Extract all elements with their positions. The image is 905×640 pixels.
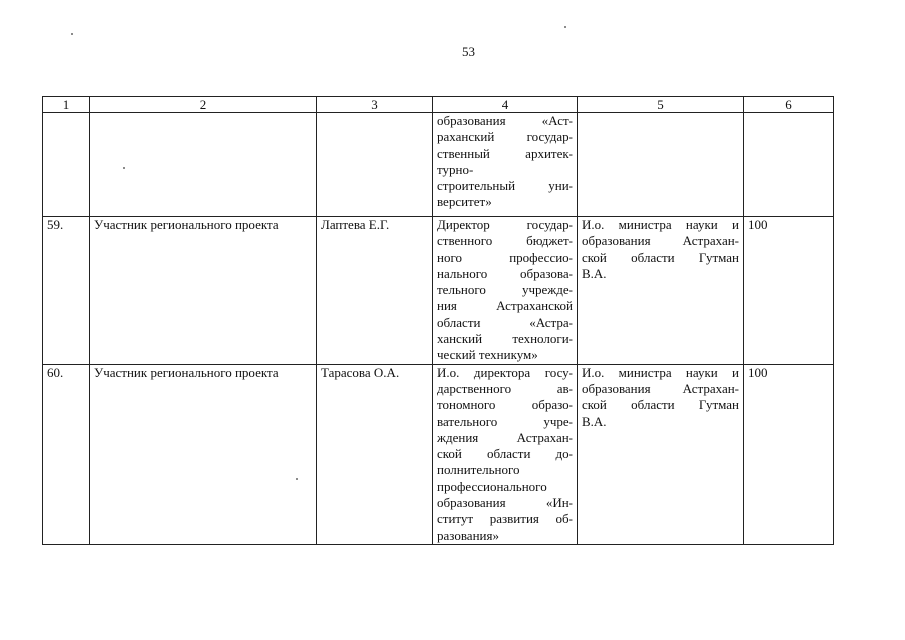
table-row: [43, 364, 834, 544]
name-cell: Тарасова О.А.: [317, 364, 433, 544]
role-cell: Участник регионального проекта: [90, 364, 317, 544]
position-line: профессионального: [437, 478, 547, 494]
document-table: [42, 96, 834, 545]
position-line: ской области до-: [437, 446, 573, 462]
position-line: Директор государ-: [437, 217, 573, 232]
position-line: полнительного: [437, 462, 520, 478]
column-header: 4: [433, 97, 578, 113]
position-line: ждения Астрахан-: [437, 429, 573, 445]
table-row-continuation: [43, 113, 834, 217]
column-header: 3: [317, 97, 433, 113]
empty-cell: [578, 113, 744, 217]
position-line: ного профессио-: [437, 249, 573, 265]
position-line: разования»: [437, 527, 499, 543]
scan-speck: [564, 26, 566, 28]
position-line: ститут развития об-: [437, 511, 573, 527]
row-number: 59.: [43, 217, 90, 365]
column-header: 6: [744, 97, 834, 113]
empty-cell: [317, 113, 433, 217]
supervisor-line: В.А.: [582, 413, 607, 429]
role-cell: Участник регионального проекта: [90, 217, 317, 365]
position-line: И.о. директора госу-: [437, 364, 573, 380]
position-line: нального образова-: [437, 265, 573, 281]
supervisor-line: образования Астрахан-: [582, 233, 739, 249]
supervisor-line: образования Астрахан-: [582, 380, 739, 396]
position-line: ческий техникум»: [437, 347, 538, 363]
position-line: образования «Аст-: [437, 113, 573, 128]
supervisor-cell: [578, 217, 744, 365]
supervisor-line: И.о. министра науки и: [582, 217, 739, 232]
table-header-row: [43, 97, 834, 113]
position-line: дарственного ав-: [437, 380, 573, 396]
position-line: тономного образо-: [437, 397, 573, 413]
empty-cell: [90, 113, 317, 217]
position-cell: [433, 113, 578, 217]
position-cell: [433, 217, 578, 365]
position-line: образования «Ин-: [437, 495, 573, 511]
position-line: ния Астраханской: [437, 298, 573, 314]
position-line: ханский технологи-: [437, 331, 573, 347]
position-cell: [433, 364, 578, 544]
position-line: верситет»: [437, 194, 492, 210]
scan-speck: [71, 33, 73, 35]
position-line: раханский государ-: [437, 129, 573, 145]
position-line: тельного учрежде-: [437, 282, 573, 298]
supervisor-line: И.о. министра науки и: [582, 364, 739, 380]
scan-speck: [123, 167, 125, 169]
table-row: [43, 217, 834, 365]
column-header: 5: [578, 97, 744, 113]
column-header: 2: [90, 97, 317, 113]
position-line: строительный уни-: [437, 178, 573, 194]
supervisor-line: В.А.: [582, 265, 607, 281]
percent-cell: 100: [744, 217, 834, 365]
supervisor-line: ской области Гутман: [582, 397, 739, 413]
page-number: 53: [462, 44, 475, 59]
position-line: ственный архитек-: [437, 145, 573, 161]
position-line: ственного бюджет-: [437, 233, 573, 249]
supervisor-cell: [578, 364, 744, 544]
position-line: области «Астра-: [437, 314, 573, 330]
column-header: 1: [43, 97, 90, 113]
name-cell: Лаптева Е.Г.: [317, 217, 433, 365]
row-number: 60.: [43, 364, 90, 544]
empty-cell: [744, 113, 834, 217]
empty-cell: [43, 113, 90, 217]
scan-speck: [296, 478, 298, 480]
supervisor-line: ской области Гутман: [582, 249, 739, 265]
position-line: турно-: [437, 161, 474, 177]
position-line: вательного учре-: [437, 413, 573, 429]
percent-cell: 100: [744, 364, 834, 544]
